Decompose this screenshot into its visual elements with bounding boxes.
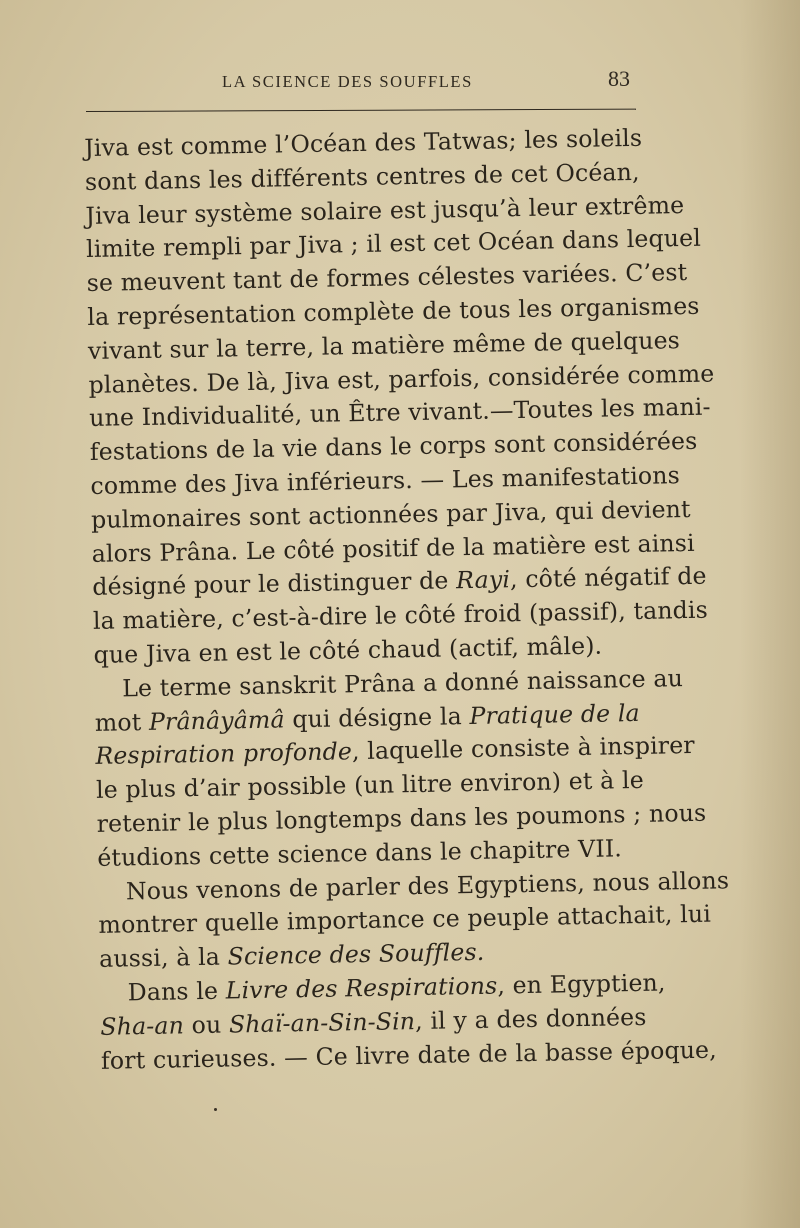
text-line: Dans le Livre des Respirations, en Egyptien, [127,968,666,1007]
text-line: festations de la vie dans le corps sont considérées [89,426,698,467]
text-line: alors Prâna. Le côté positif de la matière est ainsi [91,528,695,568]
text-line: mot Prânâyâmâ qui désigne la Pratique de la [94,698,640,737]
text-line: Nous venons de parler des Egyptiens, nous allons [125,865,730,905]
text-line: étudions cette science dans le chapitre VII. [97,833,623,872]
text-line: la représentation complète de tous les organismes [87,291,700,331]
text-line: vivant sur la terre, la matière même de quelques [87,325,681,365]
text-line: montrer quelle importance ce peuple attachait, lui [98,899,712,940]
body-text [84,122,730,1079]
text-line: désigné pour le distinguer de Rayi, côté négatif de [92,562,707,602]
text-line: le plus d’air possible (un litre environ) et à le [95,765,645,805]
text-line: Sha-an ou Shaï-an-Sin-Sin, il y a des données [100,1002,647,1041]
text-line: Respiration profonde, laquelle consiste à inspirer [95,731,695,771]
header-rule [86,109,636,112]
text-line: planètes. De là, Jiva est, parfois, considérée comme [88,359,715,399]
text-line: retenir le plus longtemps dans les poumons ; nous [96,798,707,838]
text-line: aussi, à la Science des Souffles. [98,937,485,973]
ink-speck [214,1108,217,1111]
text-line: limite rempli par Jiva ; il est cet Océan dans lequel [85,224,702,264]
text-line: Jiva leur système solaire est jusqu’à leur extrême [85,190,685,230]
running-title: LA SCIENCE DES SOUFFLES [222,72,473,91]
text-line: Jiva est comme l’Océan des Tatwas; les soleils [84,123,643,162]
text-line: pulmonaires sont actionnées par Jiva, qui devient [90,494,691,534]
text-line: fort curieuses. — Ce livre date de la basse époque, [100,1035,718,1075]
text-line: que Jiva en est le côté chaud (actif, mâle). [93,631,603,669]
text-line: comme des Jiva inférieurs. — Les manifestations [90,461,681,500]
text-line: se meuvent tant de formes célestes variées. C’est [86,258,688,298]
text-line: la matière, c’est-à-dire le côté froid (passif), tandis [92,595,709,636]
page-number: 83 [608,66,630,91]
text-line: sont dans les différents centres de cet Océan, [84,157,640,196]
page-edge-shadow [740,0,800,1228]
text-line: Le terme sanskrit Prâna a donné naissance au [121,663,684,703]
text-line: une Individualité, un Être vivant.—Toutes les mani- [88,392,711,433]
